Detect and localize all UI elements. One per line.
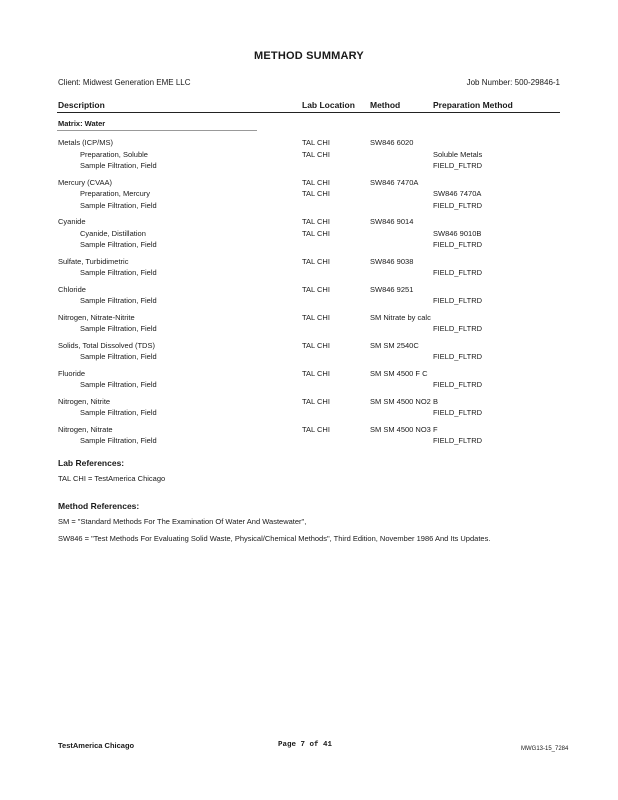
row-description: Chloride — [58, 284, 86, 294]
table-row — [0, 340, 618, 352]
row-preparation-method: FIELD_FLTRD — [433, 240, 483, 249]
method-group — [0, 368, 618, 391]
row-method: SW846 9014 — [370, 217, 414, 226]
row-description: Cyanide — [58, 217, 86, 226]
table-row — [0, 137, 618, 149]
matrix-label: Matrix: Water — [58, 119, 106, 128]
row-description: Sample Filtration, Field — [80, 268, 157, 277]
table-row — [0, 267, 618, 279]
row-description: Preparation, Soluble — [80, 149, 148, 159]
table-row — [0, 239, 618, 251]
row-description: Sample Filtration, Field — [80, 408, 157, 417]
row-description: Sample Filtration, Field — [80, 380, 157, 389]
row-description: Sample Filtration, Field — [80, 161, 157, 170]
method-group — [0, 177, 618, 212]
row-lab-location: TAL CHI — [302, 424, 330, 434]
row-preparation-method: FIELD_FLTRD — [433, 436, 483, 445]
table-row — [0, 368, 618, 380]
row-preparation-method: FIELD_FLTRD — [433, 200, 483, 210]
row-description: Solids, Total Dissolved (TDS) — [58, 340, 155, 350]
table-row — [0, 323, 618, 335]
row-description: Nitrogen, Nitrate — [58, 424, 113, 434]
method-group — [0, 216, 618, 251]
row-lab-location: TAL CHI — [302, 396, 330, 406]
method-group — [0, 256, 618, 279]
row-description: Sample Filtration, Field — [80, 352, 157, 361]
column-header-preparation-method: Preparation Method — [433, 100, 513, 110]
method-table — [0, 137, 618, 452]
row-description: Sample Filtration, Field — [80, 240, 157, 249]
row-description: Sulfate, Turbidimetric — [58, 256, 129, 266]
job-number: Job Number: 500-29846-1 — [466, 78, 560, 87]
row-method: SM Nitrate by calc — [370, 312, 431, 322]
method-group — [0, 312, 618, 335]
row-lab-location: TAL CHI — [302, 177, 330, 187]
row-preparation-method: FIELD_FLTRD — [433, 352, 483, 361]
row-lab-location: TAL CHI — [302, 189, 330, 198]
row-lab-location: TAL CHI — [302, 149, 330, 159]
row-lab-location: TAL CHI — [302, 284, 330, 294]
table-row — [0, 216, 618, 228]
method-group — [0, 340, 618, 363]
row-lab-location: TAL CHI — [302, 340, 330, 350]
table-row — [0, 435, 618, 447]
footer-page-number: Page 7 of 41 — [278, 741, 333, 749]
row-description: Sample Filtration, Field — [80, 436, 157, 445]
client-name: Client: Midwest Generation EME LLC — [58, 78, 191, 87]
table-row — [0, 379, 618, 391]
method-group — [0, 137, 618, 172]
row-description: Fluoride — [58, 368, 86, 378]
row-lab-location: TAL CHI — [302, 256, 330, 266]
table-row — [0, 424, 618, 436]
table-row — [0, 256, 618, 268]
table-row — [0, 188, 618, 200]
row-preparation-method: FIELD_FLTRD — [433, 380, 483, 389]
matrix-divider — [57, 130, 257, 131]
row-preparation-method: Soluble Metals — [433, 149, 483, 159]
row-method: SW846 7470A — [370, 177, 419, 187]
table-row — [0, 177, 618, 189]
column-header-lab-location: Lab Location — [302, 100, 355, 110]
row-method: SM SM 4500 NO2 B — [370, 396, 438, 406]
row-preparation-method: FIELD_FLTRD — [433, 408, 483, 417]
row-lab-location: TAL CHI — [302, 228, 330, 238]
table-row — [0, 284, 618, 296]
row-method: SW846 9251 — [370, 284, 414, 294]
table-row — [0, 200, 618, 212]
row-lab-location: TAL CHI — [302, 368, 330, 378]
row-description: Sample Filtration, Field — [80, 296, 157, 305]
method-reference-sw846: SW846 = "Test Methods For Evaluating Solid Waste, Physical/Chemical Methods", Third Edition, November 1986 And Its Updates. — [58, 534, 491, 543]
row-description: Cyanide, Distillation — [80, 228, 146, 238]
row-method: SM SM 2540C — [370, 340, 419, 350]
row-preparation-method: FIELD_FLTRD — [433, 268, 483, 277]
lab-references-heading: Lab References: — [58, 458, 125, 468]
row-description: Metals (ICP/MS) — [58, 138, 114, 147]
table-row — [0, 149, 618, 161]
table-row — [0, 407, 618, 419]
lab-references-text: TAL CHI = TestAmerica Chicago — [58, 474, 166, 483]
table-row — [0, 228, 618, 240]
table-row — [0, 295, 618, 307]
row-description: Nitrogen, Nitrite — [58, 396, 111, 406]
row-description: Mercury (CVAA) — [58, 177, 113, 187]
header-divider — [57, 112, 560, 113]
row-method: SW846 6020 — [370, 138, 414, 147]
row-lab-location: TAL CHI — [302, 312, 330, 322]
row-lab-location: TAL CHI — [302, 217, 330, 226]
table-row — [0, 351, 618, 363]
table-row — [0, 160, 618, 172]
row-method: SW846 9038 — [370, 256, 414, 266]
row-preparation-method: FIELD_FLTRD — [433, 324, 483, 333]
row-preparation-method: FIELD_FLTRD — [433, 296, 483, 305]
row-description: Sample Filtration, Field — [80, 324, 157, 333]
row-description: Preparation, Mercury — [80, 189, 151, 198]
method-group — [0, 424, 618, 447]
row-method: SM SM 4500 NO3 F — [370, 424, 438, 434]
row-preparation-method: SW846 9010B — [433, 228, 482, 238]
method-reference-sm: SM = "Standard Methods For The Examination Of Water And Wastewater", — [58, 517, 307, 526]
column-header-description: Description — [58, 100, 105, 110]
column-header-method: Method — [370, 100, 401, 110]
row-method: SM SM 4500 F C — [370, 368, 428, 378]
table-row — [0, 396, 618, 408]
footer-document-code: MWG13-15_7284 — [521, 746, 569, 752]
page-title: METHOD SUMMARY — [254, 50, 364, 62]
row-preparation-method: FIELD_FLTRD — [433, 161, 483, 170]
row-preparation-method: SW846 7470A — [433, 189, 482, 198]
method-group — [0, 284, 618, 307]
references-section — [58, 458, 578, 551]
row-description: Sample Filtration, Field — [80, 200, 157, 210]
table-row — [0, 312, 618, 324]
footer-lab-name: TestAmerica Chicago — [58, 741, 135, 750]
method-references-heading: Method References: — [58, 501, 140, 511]
row-lab-location: TAL CHI — [302, 138, 330, 147]
row-description: Nitrogen, Nitrate-Nitrite — [58, 312, 135, 322]
method-group — [0, 396, 618, 419]
